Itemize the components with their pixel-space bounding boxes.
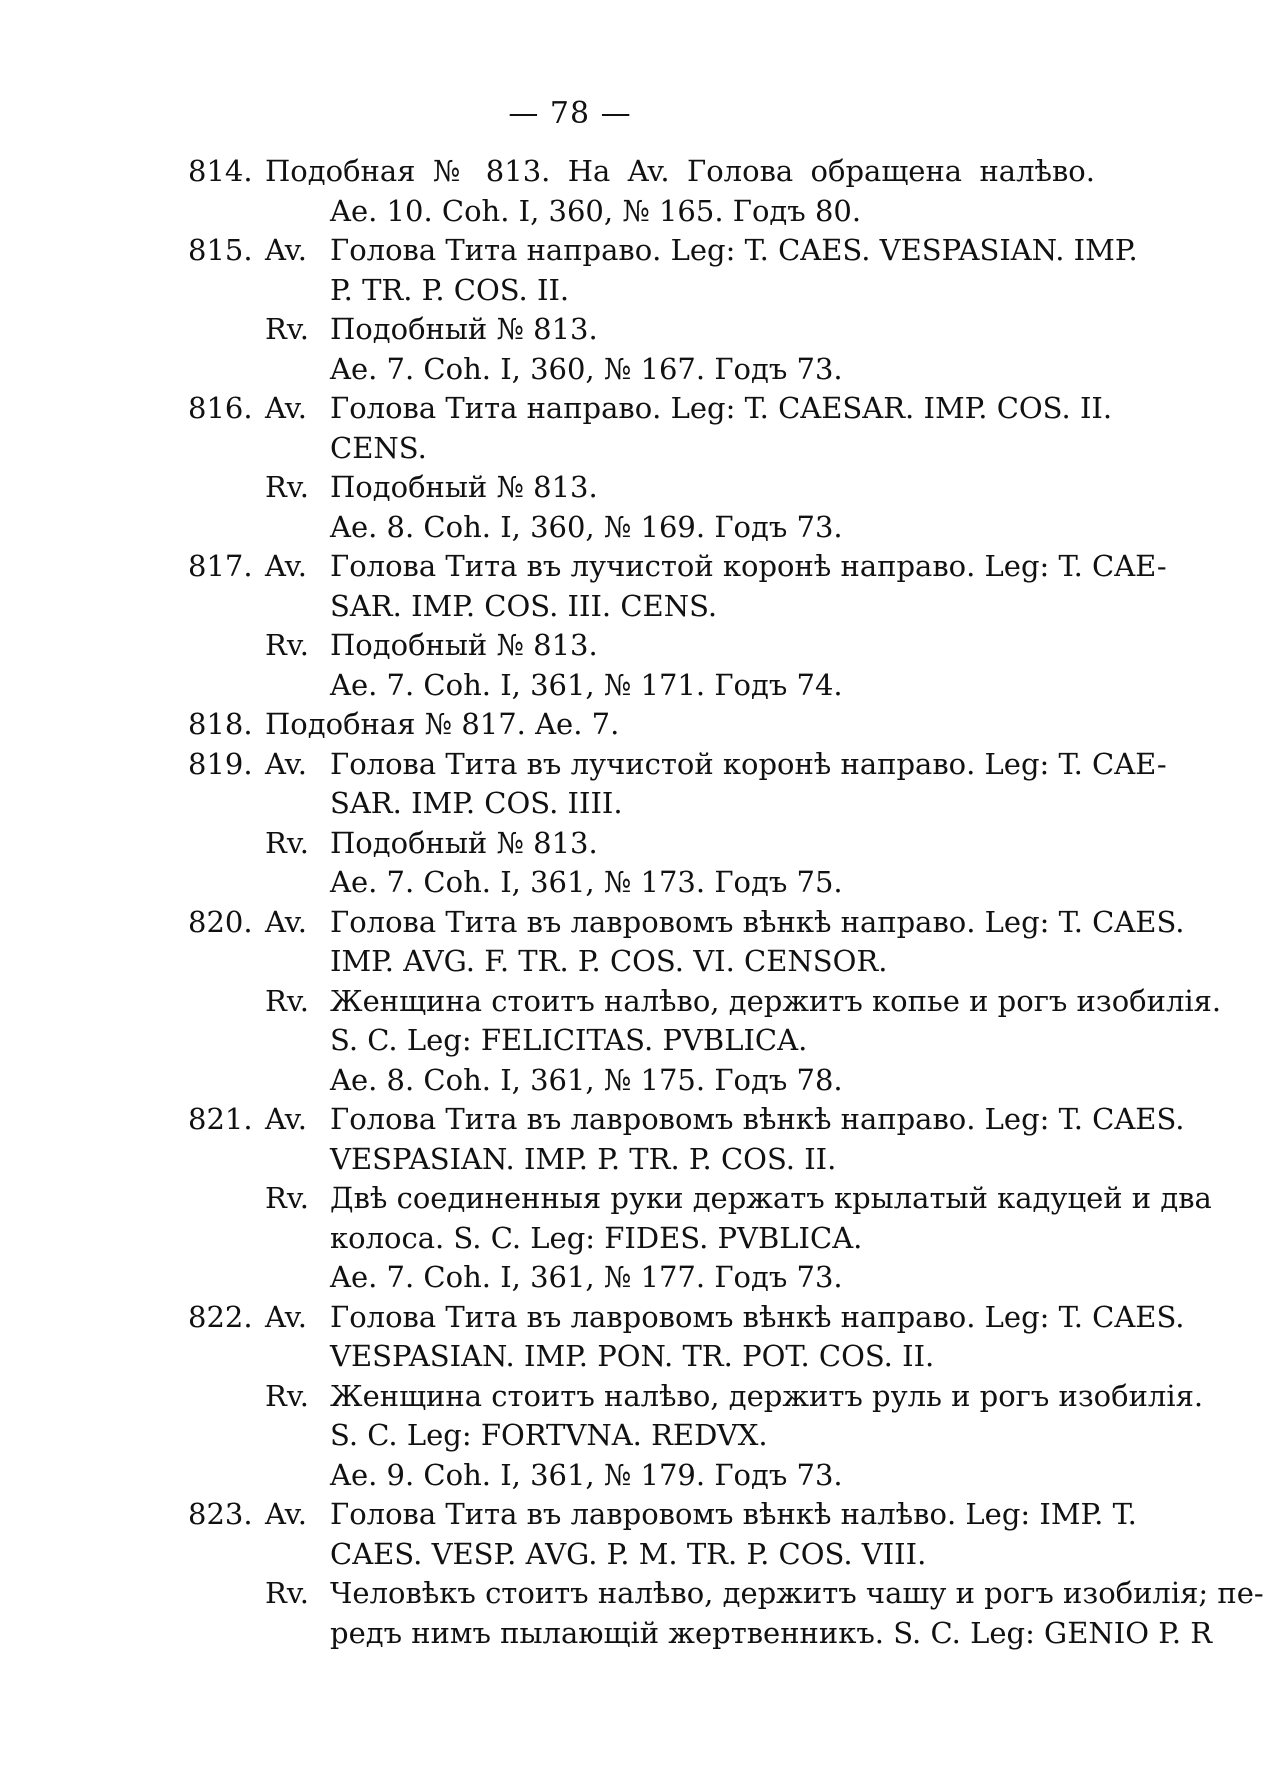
entry-line xyxy=(0,468,1140,508)
entry-text: VESPASIAN. IMP. P. TR. P. COS. II. xyxy=(330,1141,837,1176)
entry-number: 820. xyxy=(188,904,253,939)
entry-text: Человѣкъ стоитъ налѣво, держитъ чашу и рогъ изобилія; пе- xyxy=(330,1576,1264,1610)
entry-text: Голова Тита въ лавровомъ вѣнкѣ налѣво. Leg: IMP. T. xyxy=(330,1497,1137,1531)
entry-number: 818. xyxy=(188,707,253,741)
reverse-label: Rv. xyxy=(265,470,309,504)
entry-text: Ae. 9. Coh. I, 361, № 179. Годъ 73. xyxy=(330,1457,843,1492)
entry-number: 815. xyxy=(188,233,253,267)
entry-text: Женщина стоитъ налѣво, держитъ руль и рогъ изобилія. xyxy=(330,1378,1204,1413)
entry-line xyxy=(0,1061,1140,1101)
entry-line xyxy=(0,745,1167,785)
obverse-label: Av. xyxy=(265,1102,307,1136)
obverse-label: Av. xyxy=(265,904,307,939)
entry-text: Подобная № 813. На Av. Голова обращена налѣво. xyxy=(265,154,1095,188)
entry-text: CAES. VESP. AVG. P. M. TR. P. COS. VIII. xyxy=(330,1536,927,1571)
entry-line xyxy=(0,666,1140,706)
obverse-label: Av. xyxy=(265,1497,307,1531)
entry-line xyxy=(0,1337,1140,1377)
obverse-label: Av. xyxy=(265,549,307,583)
entry-text: Женщина стоитъ налѣво, держитъ копье и рогъ изобилія. xyxy=(330,983,1222,1018)
entry-text: Ae. 7. Coh. I, 361, № 173. Годъ 75. xyxy=(330,865,843,899)
entry-number: 821. xyxy=(188,1102,253,1136)
entry-line xyxy=(0,231,1140,271)
entry-text: Голова Тита въ лучистой коронѣ направо. Leg: T. CAE- xyxy=(330,746,1167,781)
entry-text: Ae. 7. Coh. I, 361, № 171. Годъ 74. xyxy=(330,667,843,702)
entry-text: Подобная № 817. Ae. 7. xyxy=(265,707,620,741)
entry-line xyxy=(0,1495,1140,1535)
entry-line xyxy=(0,429,1140,469)
entry-number: 823. xyxy=(188,1497,253,1531)
entry-text: колоса. S. C. Leg: FIDES. PVBLICA. xyxy=(330,1220,863,1255)
entry-text: Голова Тита направо. Leg: T. CAES. VESPASIAN. IMP. xyxy=(330,233,1138,267)
entry-line xyxy=(0,942,1140,982)
reverse-label: Rv. xyxy=(265,983,309,1018)
entry-line xyxy=(0,824,1140,864)
entry-line xyxy=(0,1535,1140,1575)
entry-text: Ae. 10. Coh. I, 360, № 165. Годъ 80. xyxy=(330,193,862,228)
reverse-label: Rv. xyxy=(265,1576,309,1610)
entry-line xyxy=(0,547,1167,587)
entry-line xyxy=(0,903,1185,943)
entry-line xyxy=(0,982,1222,1022)
entry-text: CENS. xyxy=(330,430,427,465)
entry-number: 819. xyxy=(188,746,253,781)
entry-line xyxy=(0,350,1140,390)
entry-text: S. C. Leg: FELICITAS. PVBLICA. xyxy=(330,1023,808,1057)
obverse-label: Av. xyxy=(265,746,307,781)
entry-text: P. TR. P. COS. II. xyxy=(330,272,570,307)
entry-line xyxy=(0,1298,1185,1338)
entry-text: Голова Тита въ лучистой коронѣ направо. Leg: T. CAE- xyxy=(330,549,1167,583)
entry-text: Ae. 7. Coh. I, 361, № 177. Годъ 73. xyxy=(330,1260,843,1294)
entry-text: редъ нимъ пылающій жертвенникъ. S. C. Leg: GENIO P. R xyxy=(330,1615,1213,1650)
entry-line xyxy=(0,1258,1140,1298)
entry-text: Ae. 8. Coh. I, 361, № 175. Годъ 78. xyxy=(330,1062,843,1097)
entry-line xyxy=(0,192,1140,232)
entry-line xyxy=(0,1574,1264,1614)
entry-text: Подобный № 813. xyxy=(330,628,598,662)
entry-number: 814. xyxy=(188,154,253,188)
entry-text: Ae. 7. Coh. I, 360, № 167. Годъ 73. xyxy=(330,351,843,386)
reverse-label: Rv. xyxy=(265,628,309,662)
entry-line xyxy=(0,626,1140,666)
entry-line xyxy=(0,705,1140,745)
entry-text: Голова Тита въ лавровомъ вѣнкѣ направо. Leg: T. CAES. xyxy=(330,1299,1185,1334)
entry-text: Ae. 8. Coh. I, 360, № 169. Годъ 73. xyxy=(330,509,843,544)
page-number: — 78 — xyxy=(508,96,632,131)
entry-number: 817. xyxy=(188,549,253,583)
reverse-label: Rv. xyxy=(265,825,309,860)
entry-text: Подобный № 813. xyxy=(330,825,598,860)
entry-text: S. C. Leg: FORTVNA. REDVX. xyxy=(330,1418,768,1452)
entry-text: VESPASIAN. IMP. PON. TR. POT. COS. II. xyxy=(330,1339,935,1373)
entry-number: 822. xyxy=(188,1299,253,1334)
entry-text: Подобный № 813. xyxy=(330,470,598,504)
obverse-label: Av. xyxy=(265,391,307,425)
entry-line xyxy=(0,1377,1204,1417)
entry-text: SAR. IMP. COS. IIII. xyxy=(330,786,623,820)
entry-line xyxy=(0,587,1140,627)
catalog-entries xyxy=(0,152,1264,1653)
entry-text: Голова Тита въ лавровомъ вѣнкѣ направо. Leg: T. CAES. xyxy=(330,1102,1185,1136)
entry-line xyxy=(0,863,1140,903)
entry-line xyxy=(0,1140,1140,1180)
reverse-label: Rv. xyxy=(265,1378,309,1413)
reverse-label: Rv. xyxy=(265,312,309,346)
entry-text: Голова Тита направо. Leg: T. CAESAR. IMP. COS. II. xyxy=(330,391,1113,425)
entry-line xyxy=(0,1416,1140,1456)
entry-line xyxy=(0,271,1140,311)
entry-line xyxy=(0,152,1140,192)
entry-line xyxy=(0,1021,1140,1061)
entry-line xyxy=(0,784,1140,824)
entry-line xyxy=(0,1179,1212,1219)
entry-line xyxy=(0,1219,1140,1259)
entry-number: 816. xyxy=(188,391,253,425)
reverse-label: Rv. xyxy=(265,1181,309,1215)
entry-line xyxy=(0,1614,1213,1654)
entry-line xyxy=(0,310,1140,350)
obverse-label: Av. xyxy=(265,233,307,267)
obverse-label: Av. xyxy=(265,1299,307,1334)
entry-line xyxy=(0,508,1140,548)
entry-text: Голова Тита въ лавровомъ вѣнкѣ направо. Leg: T. CAES. xyxy=(330,904,1185,939)
entry-text: Двѣ соединенныя руки держатъ крылатый кадуцей и два xyxy=(330,1181,1212,1215)
entry-text: SAR. IMP. COS. III. CENS. xyxy=(330,588,718,623)
entry-text: IMP. AVG. F. TR. P. COS. VI. CENSOR. xyxy=(330,944,888,978)
entry-text: Подобный № 813. xyxy=(330,312,598,346)
entry-line xyxy=(0,1456,1140,1496)
entry-line xyxy=(0,389,1140,429)
entry-line xyxy=(0,1100,1185,1140)
